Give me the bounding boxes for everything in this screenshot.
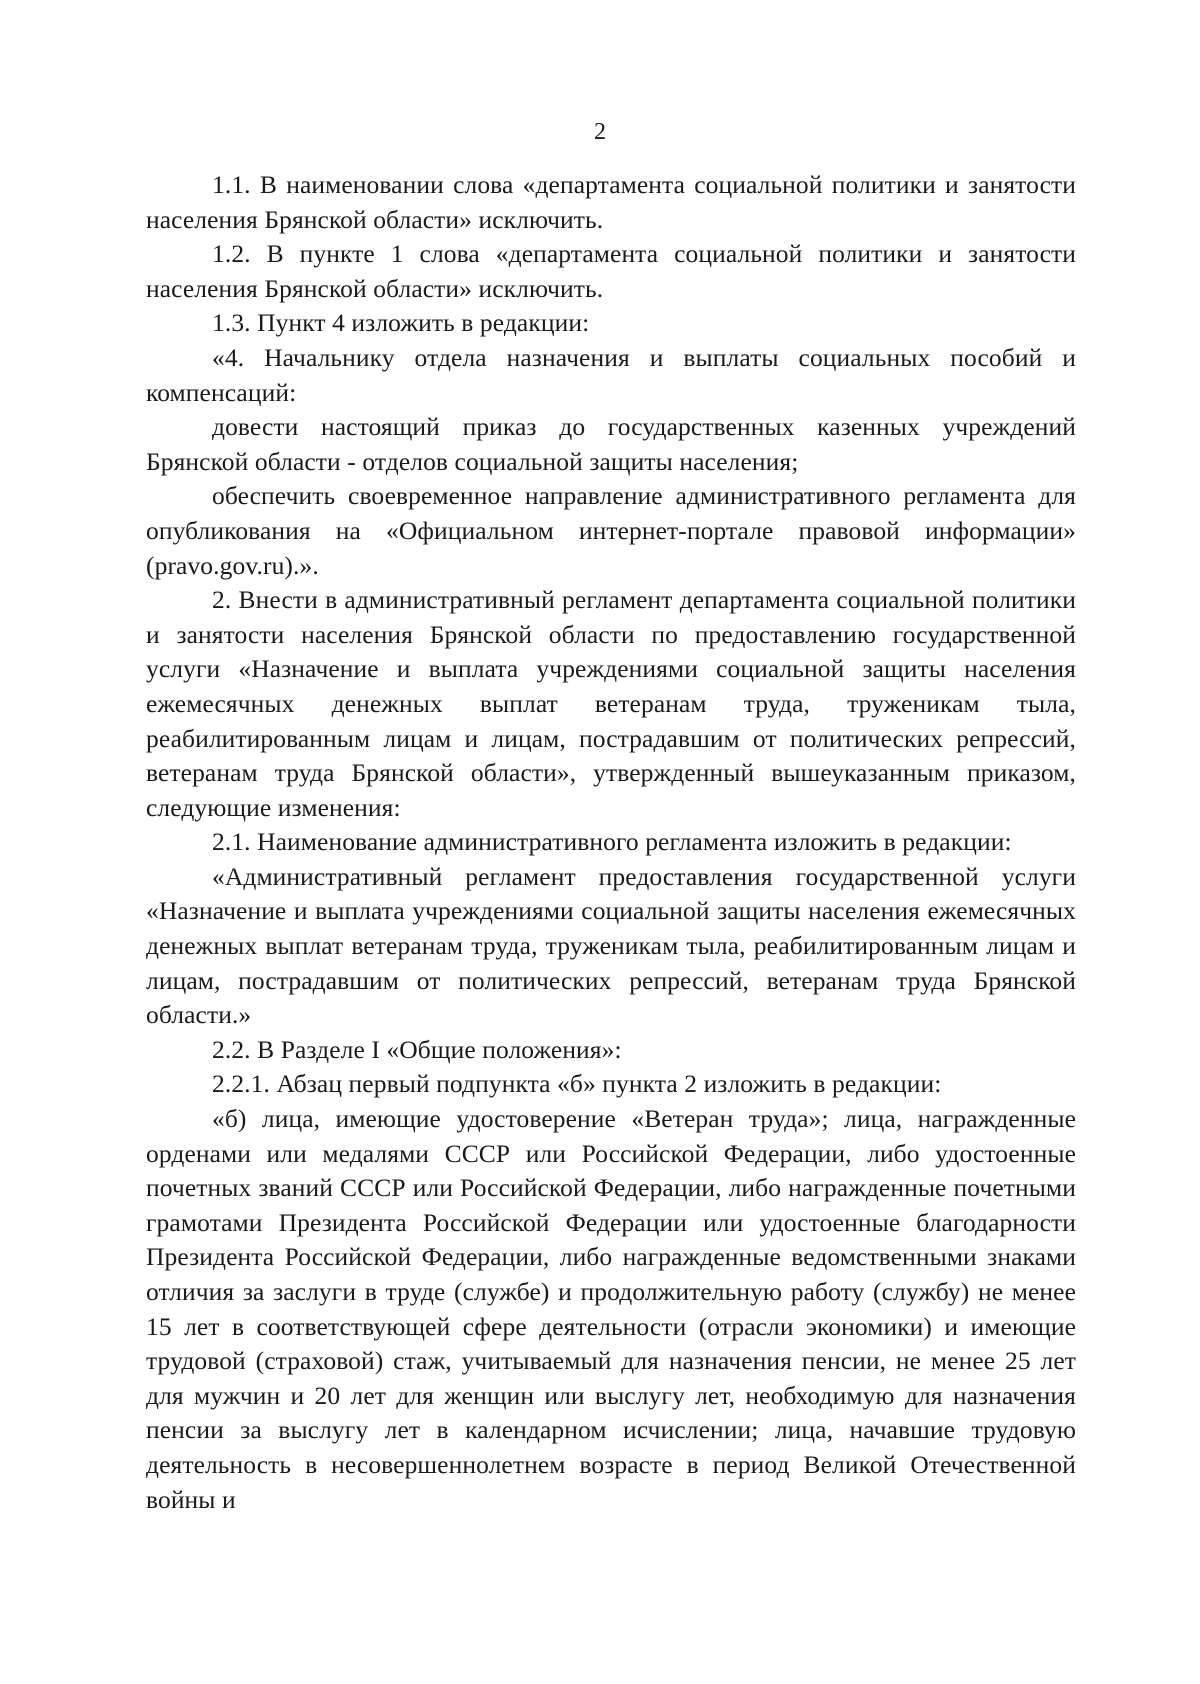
paragraph-2-2-1: 2.2.1. Абзац первый подпункта «б» пункта 2 изложить в редакции: — [212, 1069, 942, 1099]
document-body — [146, 168, 1076, 1517]
paragraph-item-4: «4. Начальнику отдела назначения и выплаты социальных пособий и компенсаций: — [146, 342, 1076, 407]
paragraph-subitem-b: «б) лица, имеющие удостоверение «Ветеран труда»; лица, награжденные орденами или медалями СССР или Российской Федерации, либо удостоенные почетных званий СССР или Российской Федерации, либо награжденные почетными грамотами Президента Российской Федерации или удостоенные благодарности Президента Российской Федерации, либо награжденные ведомственными знаками отличия за заслуги в труде (службе) и продолжительную работу (службу) не менее 15 лет в соответствующей сфере деятельности (отрасли экономики) и имеющие трудовой (страховой) стаж, учитываемый для назначения пенсии, не менее 25 лет для мужчин и 20 лет для женщин или выслугу лет, необходимую для назначения пенсии за выслугу лет в календарном исчислении; лица, начавшие трудовую деятельность в несовершеннолетнем возрасте в период Великой Отечественной войны и — [146, 1104, 1076, 1514]
paragraph-2: 2. Внести в административный регламент департамента социальной политики и занятости населения Брянской области по предоставлению государственной услуги «Назначение и выплата учреждениями социальной защиты населения ежемесячных денежных выплат ветеранам труда, труженикам тыла, реабилитированным лицам и лицам, пострадавшим от политических репрессий, ветеранам труда Брянской области», утвержденный вышеуказанным приказом, следующие изменения: — [146, 585, 1076, 822]
paragraph-1-1: 1.1. В наименовании слова «департамента социальной политики и занятости населения Брянской области» исключить. — [146, 170, 1076, 234]
paragraph-deliver-order: довести настоящий приказ до государственных казенных учреждений Брянской области - отделов социальной защиты населения; — [146, 412, 1076, 476]
paragraph-1-2: 1.2. В пункте 1 слова «департамента социальной политики и занятости населения Брянской области» исключить. — [146, 239, 1076, 303]
paragraph-1-3: 1.3. Пункт 4 изложить в редакции: — [212, 308, 590, 338]
paragraph-publish: обеспечить своевременное направление административного регламента для опубликования на «Официальном интернет-портале правовой информации» (pravo.gov.ru).». — [146, 481, 1076, 580]
paragraph-2-1: 2.1. Наименование административного регламента изложить в редакции: — [212, 827, 1012, 857]
paragraph-regulation-title: «Административный регламент предоставления государственной услуги «Назначение и выплата учреждениями социальной защиты населения ежемесячных денежных выплат ветеранам труда, труженикам тыла, реабилитированным лицам и лицам, пострадавшим от политических репрессий, ветеранам труда Брянской области.» — [146, 861, 1076, 1030]
paragraph-2-2: 2.2. В Разделе I «Общие положения»: — [212, 1034, 622, 1064]
page-number: 2 — [594, 119, 606, 145]
